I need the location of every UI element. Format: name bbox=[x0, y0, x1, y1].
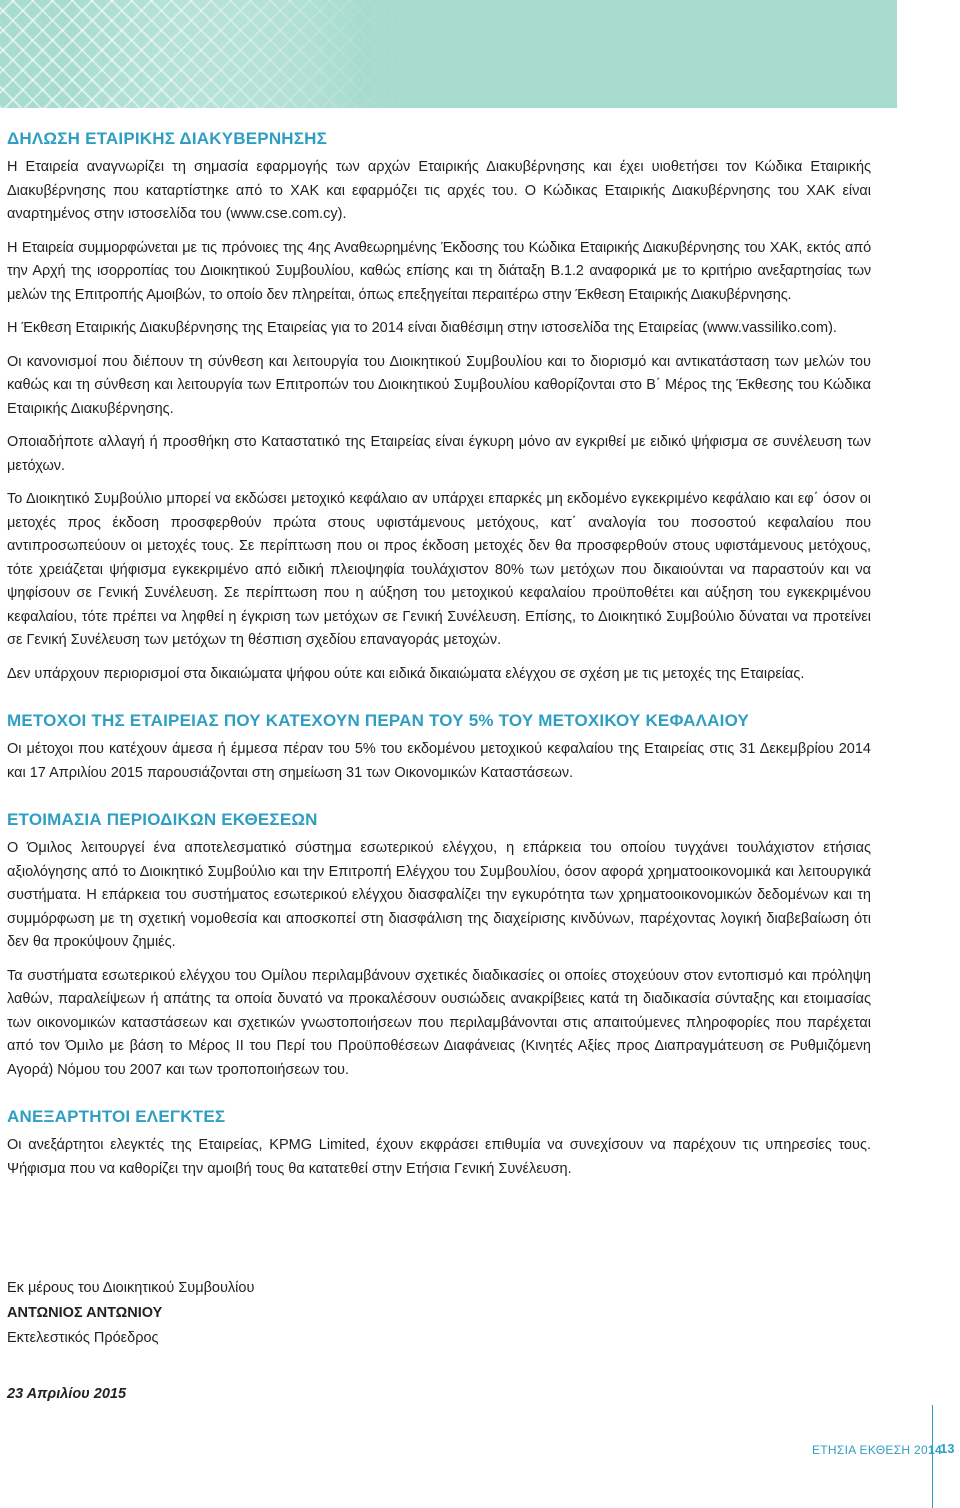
paragraph: Οι κανονισμοί που διέπουν τη σύνθεση και λειτουργία του Διοικητικού Συμβουλίου και το διορισμό και αντικατάσταση των μελών του καθώς και τη σύνθεση και λειτουργία των Επιτροπών του Διοικητικού Συμβουλίου καθορίζονται στο Β΄ Μέρος της Έκθεσης του Κώδικα Εταιρικής Διακυβέρνησης. bbox=[7, 353, 871, 417]
paragraph: Τα συστήματα εσωτερικού ελέγχου του Ομίλου περιλαμβάνουν σχετικές διαδικασίες οι οποίες στοχεύουν στον εντοπισμό και πρόληψη λαθών, παραλείψεων ή απάτης τα οποία δυνατό να προκαλέσουν ουσιώδεις ανακρίβειες κατά τη διαδικασία σύνταξης και ετοιμασίας των οικονομικών καταστάσεων και σχετικών γνωστοποιήσεων που περιλαμβάνονται στις απαιτούμενες πληροφορίες που παρέχεται από τον Όμιλο με βάση το Μέρος ΙΙ του Περί του Προϋποθέσεων Διαφάνειας (Κινητές Αξίες προς Διαπραγμάτευση σε Ρυθμιζόμενη Αγορά) Νόμου του 2007 και των τροποποιήσεων του. bbox=[7, 967, 871, 1078]
paragraph: Η Εταιρεία συμμορφώνεται με τις πρόνοιες της 4ης Αναθεωρημένης Έκδοσης του Κώδικα Εταιρικής Διακυβέρνησης του ΧΑΚ, εκτός από την Αρχή της ισορροπίας του Διοικητικού Συμβουλίου, καθώς επίσης και τη διάταξη Β.1.2 αναφορικά με το κριτήριο ανεξαρτησίας των μελών της Επιτροπής Αμοιβών, το οποίο δεν πληρείται, όπως επεξηγείται περαιτέρω στην Έκθεση Εταιρικής Διακυβέρνησης. bbox=[7, 239, 871, 303]
section-title-shareholders: ΜΕΤΟΧΟΙ ΤΗΣ ΕΤΑΙΡΕΙΑΣ ΠΟΥ ΚΑΤΕΧΟΥΝ ΠΕΡΑΝ ΤΟΥ 5% ΤΟΥ ΜΕΤΟΧΙΚΟΥ ΚΕΦΑΛΑΙΟΥ bbox=[7, 711, 750, 730]
section-title-periodic-reports: ΕΤΟΙΜΑΣΙΑ ΠΕΡΙΟΔΙΚΩΝ ΕΚΘΕΣΕΩΝ bbox=[7, 810, 318, 829]
header-pattern bbox=[0, 0, 897, 108]
footer-report-label bbox=[812, 1443, 942, 1457]
paragraph: Η Εταιρεία αναγνωρίζει τη σημασία εφαρμογής των αρχών Εταιρικής Διακυβέρνησης και έχει υιοθετήσει τον Κώδικα Εταιρικής Διακυβέρνησης που καταρτίστηκε από το ΧΑΚ και εφαρμόζει τις αρχές του. Ο Κώδικας Εταιρικής Διακυβέρνησης του ΧΑΚ είναι αναρτημένος στην ιστοσελίδα του (www.cse.com.cy). bbox=[7, 159, 871, 222]
document-date: 23 Απριλίου 2015 bbox=[7, 1386, 127, 1402]
signature-on-behalf: Εκ μέρους του Διοικητικού Συμβουλίου bbox=[7, 1280, 255, 1296]
footer-report-year: 14 bbox=[927, 1443, 942, 1457]
paragraph: Η Έκθεση Εταιρικής Διακυβέρνησης της Εταιρείας για το 2014 είναι διαθέσιμη στην ιστοσελίδα της Εταιρείας (www.vassiliko.com). bbox=[7, 320, 837, 336]
paragraph: Δεν υπάρχουν περιορισμοί στα δικαιώματα ψήφου ούτε και ειδικά δικαιώματα ελέγχου σε σχέση με τις μετοχές της Εταιρείας. bbox=[7, 665, 805, 682]
signatory-role: Εκτελεστικός Πρόεδρος bbox=[7, 1330, 159, 1346]
footer-report-text: ΕΤΗΣΙΑ ΕΚΘΕΣΗ 20 bbox=[812, 1443, 928, 1457]
paragraph: Οι μέτοχοι που κατέχουν άμεσα ή έμμεσα πέραν του 5% του εκδομένου μετοχικού κεφαλαίου της Εταιρείας στις 31 Δεκεμβρίου 2014 και 17 Απριλίου 2015 παρουσιάζονται στη σημείωση 31 των Οικονομικών Καταστάσεων. bbox=[7, 741, 871, 781]
section-shareholders bbox=[7, 710, 871, 785]
paragraph: Το Διοικητικό Συμβούλιο μπορεί να εκδώσει μετοχικό κεφάλαιο αν υπάρχει επαρκές μη εκδομένο εγκεκριμένο κεφάλαιο και εφ΄ όσον οι μετοχές προς έκδοση προσφερθούν πρώτα στους υφιστάμενους μετόχους, κατ΄ αναλογία του ποσοστού κεφαλαίου που αντιπροσωπεύουν οι μετοχές τους. Σε περίπτωση που οι προς έκδοση μετοχές δεν θα προσφερθούν στους υφιστάμενους μετόχους, τότε χρειάζεται ψήφισμα εγκεκριμένο από ειδική πλειοψηφία τουλάχιστον 80% των μετόχων που δικαιούνται να παραστούν και να ψηφίσουν σε Γενική Συνέλευση. Σε περίπτωση που η αύξηση του μετοχικού κεφαλαίου προϋποθέτει και αύξηση του εγκεκριμένου κεφαλαίου, τότε πρέπει να ληφθεί η έγκριση των μετόχων σε Γενική Συνέλευση. Επίσης, το Διοικητικό Συμβούλιο δύναται να προτείνει σε Γενική Συνέλευση των μετόχων τη θέσπιση σχεδίου επαναγοράς μετοχών. bbox=[7, 491, 871, 648]
page-number: 13 bbox=[940, 1441, 955, 1456]
section-auditors bbox=[7, 1106, 871, 1181]
signatory-name: ΑΝΤΩΝΙΟΣ ΑΝΤΩΝΙΟΥ bbox=[7, 1305, 163, 1321]
section-title-auditors: ΑΝΕΞΑΡΤΗΤΟΙ ΕΛΕΓΚΤΕΣ bbox=[7, 1107, 226, 1126]
paragraph: Οποιαδήποτε αλλαγή ή προσθήκη στο Καταστατικό της Εταιρείας είναι έγκυρη μόνο αν εγκριθεί με ειδικό ψήφισμα σε συνέλευση των μετόχων. bbox=[7, 434, 871, 474]
signature-block bbox=[7, 1276, 254, 1351]
section-periodic-reports bbox=[7, 809, 871, 1082]
paragraph: Ο Όμιλος λειτουργεί ένα αποτελεσματικό σύστημα εσωτερικού ελέγχου, η επάρκεια του οποίου τυγχάνει τουλάχιστον ετήσιας αξιολόγησης από το Διοικητικό Συμβούλιο και την Επιτροπή Ελέγχου του Συμβουλίου, όσον αφορά χρηματοοικονομικά και λειτουργικά συστήματα. Η επάρκεια του συστήματος εσωτερικού ελέγχου διασφαλίζει την εγκυρότητα των χρηματοοικονομικών δεδομένων και τη συμμόρφωση με τη σχετική νομοθεσία και αποσκοπεί στη διασφάλιση της διαχείρισης κινδύνων, παρέχοντας λογική διαβεβαίωση ότι δεν θα προκύψουν ζημιές. bbox=[7, 840, 871, 950]
document-body bbox=[7, 128, 871, 1191]
section-title-governance: ΔΗΛΩΣΗ ΕΤΑΙΡΙΚΗΣ ΔΙΑΚΥΒΕΡΝΗΣΗΣ bbox=[7, 129, 328, 148]
paragraph: Οι ανεξάρτητοι ελεγκτές της Εταιρείας, KPMG Limited, έχουν εκφράσει επιθυμία να συνεχίσουν να παρέχουν τις υπηρεσίες τους. Ψήφισμα που να καθορίζει την αμοιβή τους θα κατατεθεί στην Ετήσια Γενική Συνέλευση. bbox=[7, 1137, 871, 1177]
